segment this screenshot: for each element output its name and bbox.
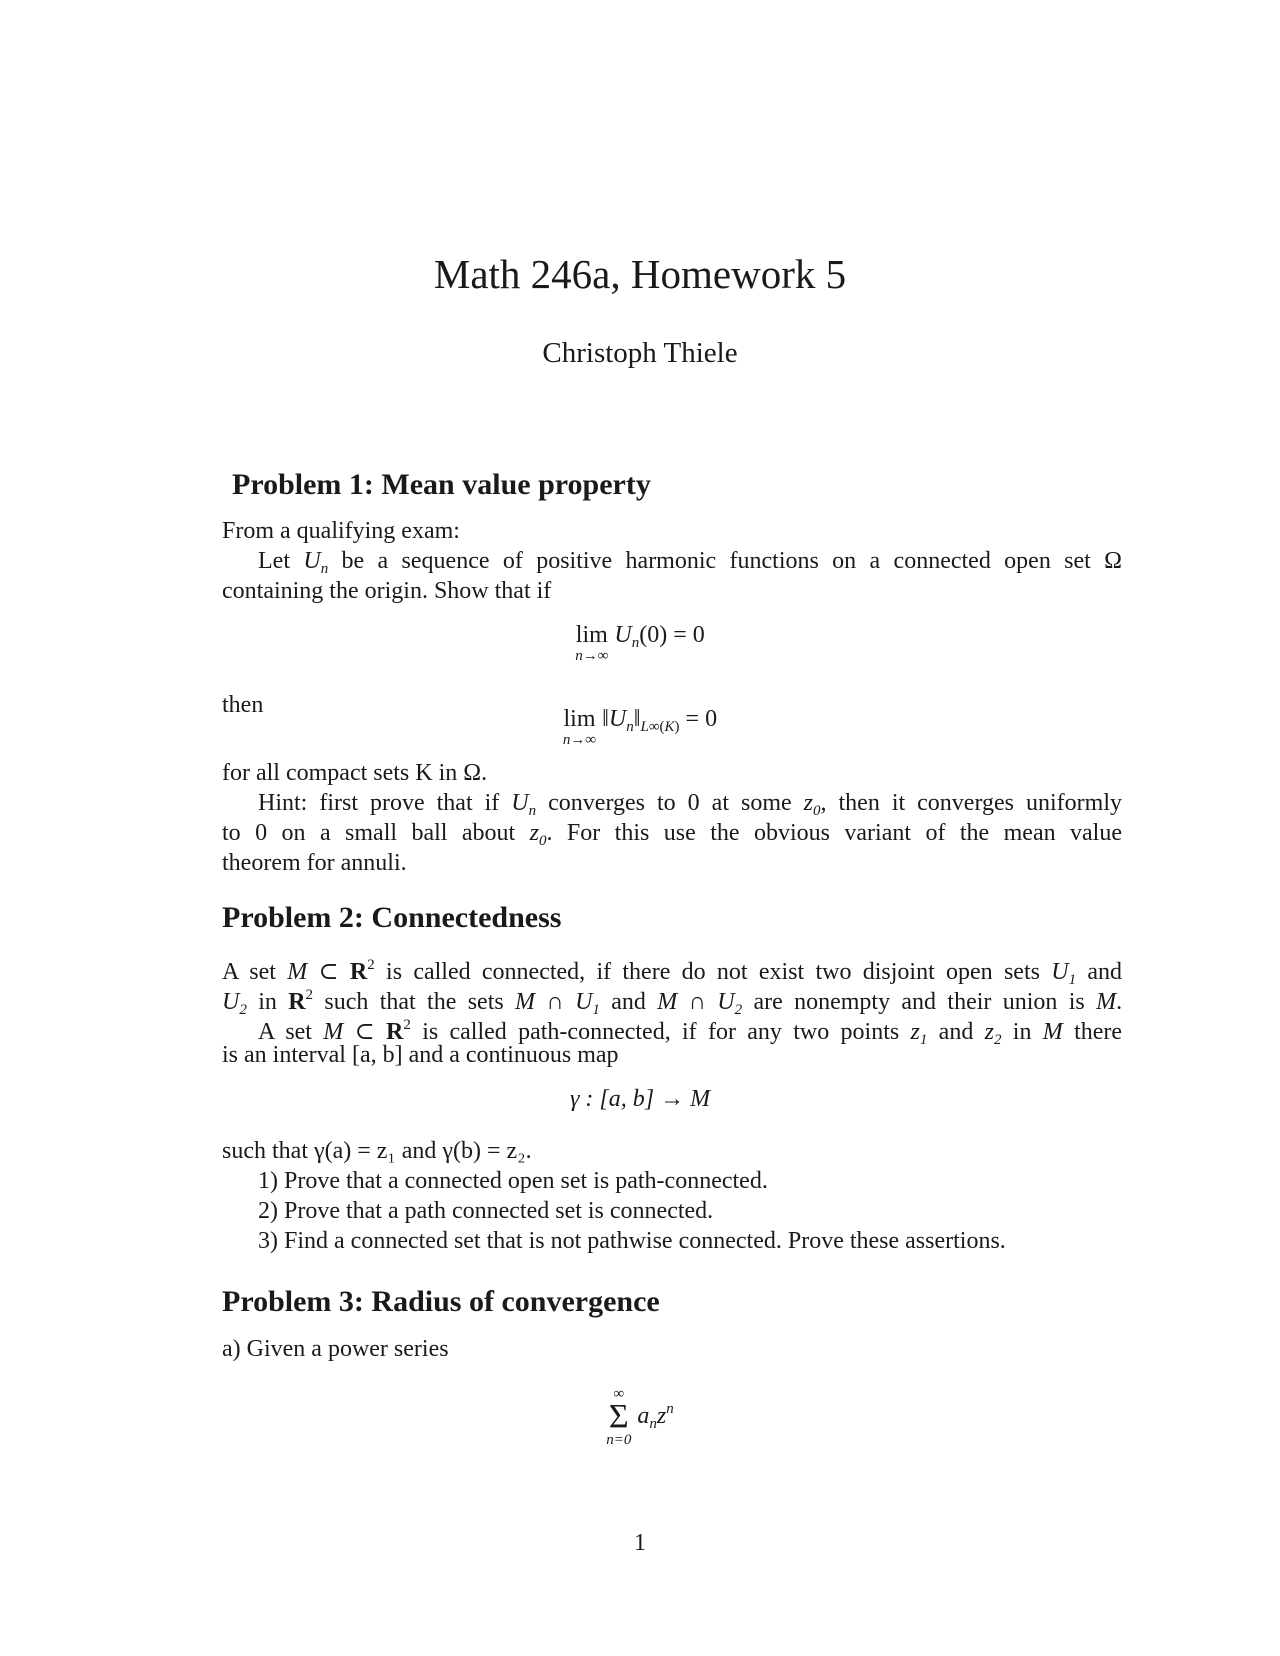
problem-1-hint-line2: to 0 on a small ball about $z_0$. For this use the obvious variant of the mean value bbox=[222, 820, 1123, 849]
equation-gamma-map: γ : [a, b] → M bbox=[569, 1086, 711, 1112]
equation-power-series: ∞ Σ n=0 $a_nz^n$ bbox=[606, 1386, 674, 1448]
problem-2-line1: A set M ⊂ $R^2$ is called connected, if there do not exist two disjoint open sets $U_1$ and bbox=[222, 957, 1123, 988]
problem-2-line3: A set M ⊂ $R^2$ is called path-connected, if for any two points $z_1$ and $z_2$ in M there bbox=[258, 1017, 1123, 1048]
problem-2-heading: Problem 2: Connectedness bbox=[222, 901, 562, 934]
equation-limit-un-zero: lim n→∞ $U_n(0) = 0$ bbox=[575, 622, 705, 664]
problem-3-heading: Problem 3: Radius of convergence bbox=[222, 1285, 660, 1318]
problem-2-line4: is an interval [a, b] and a continuous map bbox=[222, 1042, 619, 1068]
problem-2-item-1: 1) Prove that a connected open set is path-connected. bbox=[258, 1168, 768, 1194]
problem-1-compact-sets: for all compact sets K in Ω. bbox=[222, 760, 488, 786]
document-title: Math 246a, Homework 5 bbox=[433, 251, 847, 297]
problem-2-item-3: 3) Find a connected set that is not pathwise connected. Prove these assertions. bbox=[258, 1228, 1006, 1254]
equation-limit-norm-zero: lim n→∞ $‖U_n‖_{L\infty(K)} = 0$ bbox=[562, 706, 718, 748]
problem-3-intro: a) Given a power series bbox=[222, 1336, 449, 1362]
problem-1-statement-line2: containing the origin. Show that if bbox=[222, 578, 552, 604]
page-number: 1 bbox=[634, 1530, 646, 1556]
document-author: Christoph Thiele bbox=[542, 337, 738, 369]
problem-1-then: then bbox=[222, 692, 264, 718]
problem-2-item-2: 2) Prove that a path connected set is connected. bbox=[258, 1198, 714, 1224]
problem-2-line2: $U_2$ in $R^2$ such that the sets M ∩ $U_1$ and M ∩ $U_2$ are nonempty and their union is M. bbox=[222, 987, 1123, 1018]
problem-1-statement-line1: Let $U_n$ be a sequence of positive harmonic functions on a connected open set Ω bbox=[258, 548, 1123, 577]
problem-1-hint-line1: Hint: first prove that if $U_n$ converges to 0 at some $z_0$, then it converges uniformly bbox=[258, 790, 1122, 819]
problem-1-heading: Problem 1: Mean value property bbox=[232, 468, 651, 501]
problem-1-intro: From a qualifying exam: bbox=[222, 518, 460, 544]
problem-1-hint-line3: theorem for annuli. bbox=[222, 850, 407, 876]
problem-2-line5: such that γ(a) = z₁ and γ(b) = z₂. bbox=[222, 1138, 532, 1164]
